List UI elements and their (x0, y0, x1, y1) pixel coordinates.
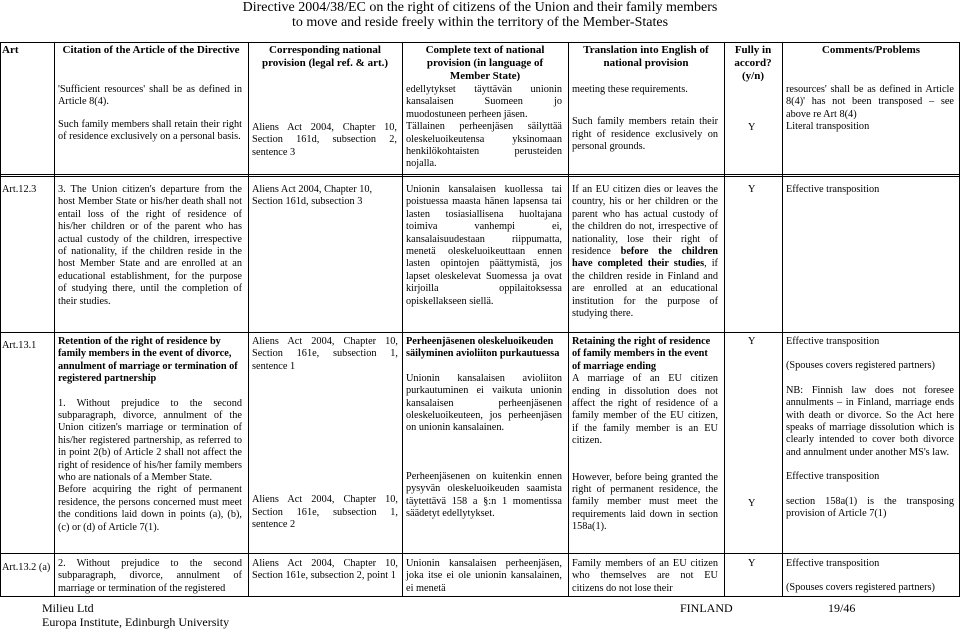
footer-left (42, 601, 229, 629)
column-divider (402, 42, 403, 597)
row1-translation (572, 184, 718, 320)
row2-art: Art.13.1 (2, 340, 37, 351)
header-art: Art (2, 44, 19, 56)
row0-translation (572, 84, 718, 154)
header-title-line-2: to move and reside freely within the territory of the Member-States (291, 15, 669, 30)
row2-translation (572, 336, 718, 534)
row2-corresponding-p2: Aliens Act 2004, Chapter 10, Section 161e, subsection 1, sentence 2 (252, 494, 398, 531)
row-divider (0, 332, 960, 333)
row2-complete-p1: Unionin kansalaisen avioliiton purkautuminen ei vaikuta unionin kansalaisen perheenjäsenen oleskeluoikeuteen, jos perheenjäsen on unionin kansalainen. (406, 372, 562, 434)
column-divider (248, 42, 249, 597)
row-divider (0, 176, 960, 177)
column-divider (724, 42, 725, 597)
footer-org-2: Europa Institute, Edinburgh University (42, 615, 230, 629)
row3-comments-2: (Spouses covers registered partners) (786, 582, 935, 594)
row0-complete-p1: edellytykset täyttävän unionin kansalaisen Suomeen jo muodostuneen perheen jäsen. (406, 84, 562, 120)
table-border-bottom (0, 596, 960, 597)
row3-art: Art.13.2 (a) (2, 562, 51, 573)
row2-complete-title: Perheenjäsenen oleskeluoikeuden säilyminen avioliiton purkautuessa (406, 336, 560, 360)
row0-comments (786, 84, 954, 134)
row2-comments (786, 336, 954, 520)
row-divider (0, 174, 960, 175)
row0-fully: Y (748, 122, 756, 133)
table-border-left (0, 42, 1, 597)
row0-complete (406, 84, 562, 171)
row2-corresponding-p1: Aliens Act 2004, Chapter 10, Section 161e, subsection 1, sentence 1 (252, 336, 398, 372)
header-citation: Citation of the Article of the Directive (62, 44, 240, 56)
row3-comments-1: Effective transposition (786, 558, 880, 569)
row-divider (0, 553, 960, 554)
row0-comments-p2: Literal transposition (786, 121, 870, 133)
row0-corresponding: Aliens Act 2004, Chapter 10, Section 161d, subsection 2, sentence 3 (252, 122, 397, 158)
row0-translation-p1: meeting these requirements. (572, 84, 688, 95)
footer-org-1: Milieu Ltd (42, 601, 94, 615)
row3-translation: Family members of an EU citizen who themselves are not EU citizens do not lose their (572, 558, 718, 594)
row2-citation-p2: Before acquiring the right of permanent residence, the persons concerned must meet the conditions laid down in points (a), (b), (c) or (d) of Article 7(1). (58, 484, 242, 533)
row2-comments-2: (Spouses covers registered partners) (786, 360, 935, 372)
row2-fully-2: Y (748, 498, 756, 509)
row1-translation-part-a: If an EU citizen dies or leaves the country, his or her children or the parent who has actual custody of the children do not, irrespective of nationality, lose their right of residence (572, 184, 718, 258)
row3-fully: Y (748, 558, 756, 569)
row0-citation-p1: 'Sufficient resources' shall be as defined in Article 8(4). (58, 84, 242, 108)
row2-translation-p2: However, before being granted the right of permanent residence, the family member must meet the requirements laid down in section 158a(1). (572, 471, 718, 533)
header-translation: Translation into English of national provision (583, 44, 709, 69)
row1-citation: 3. The Union citizen's departure from the host Member State or his/her death shall not entail loss of the right of residence of his/her children or of the parent who has actual custody of the children, irrespective of nationality, if the children reside in the host Member State and are enrolled at an educational establishment, for the purpose of studying there, until the completion of their studies. (58, 184, 242, 307)
table-border-top (0, 42, 960, 43)
row2-citation (58, 336, 242, 534)
row0-citation-p2: Such family members shall retain their right of residence exclusively on a personal basis. (58, 118, 242, 143)
row1-corresponding: Aliens Act 2004, Chapter 10, Section 161d, subsection 3 (252, 184, 373, 208)
row2-comments-4: Effective transposition (786, 471, 880, 483)
footer-country: FINLAND (680, 601, 733, 615)
row2-complete-p2: Perheenjäsenen on kuitenkin ennen pysyvän oleskeluoikeuden saamista täytettävä 158 a §:n 1 momentissa säädetyt edellytykset. (406, 470, 562, 520)
row1-fully: Y (748, 184, 756, 195)
row2-comments-1: Effective transposition (786, 336, 880, 347)
row1-complete: Unionin kansalaisen kuollessa tai poistuessa maasta hänen lapsensa tai lasten tosiasiallisena huoltajana toimiva vanhempi ei, kansalaisuudestaan riippumatta, menetä oleskeluoikeuttaan ennen lasten opintojen päättymistä, jos lapset oleskelevat Suomessa ja ovat kirjoilla oppilaitoksessa opiskellakseen siellä. (406, 184, 562, 307)
row0-comments-p1: resources' shall be as defined in Article 8(4)' has not been transposed – see above re Art 8(4) (786, 84, 954, 120)
row2-comments-5: section 158a(1) is the transposing provision of Article 7(1) (786, 495, 954, 520)
row3-complete: Unionin kansalaisen perheenjäsen, joka itse ei ole unionin kansalainen, ei menetä (406, 558, 562, 594)
header-complete-text: Complete text of national provision (in language of Member State) (425, 44, 545, 82)
row2-translation-p1: A marriage of an EU citizen ending in dissolution does not affect the right of residence of a family member of the EU citizen, if the family member is an EU citizen. (572, 373, 718, 447)
row3-citation: 2. Without prejudice to the second subparagraph, divorce, annulment of marriage or termination of the registered (58, 558, 242, 594)
document-header (0, 0, 960, 30)
row2-comments-3: NB: Finnish law does not foresee annulments – in Finland, marriage ends with death or divorce. So the Act here speaks of marriage dissolution which is clearly intended to cover both divorce and annulment under another MS's law. (786, 384, 954, 458)
row2-corresponding (252, 336, 398, 531)
row1-translation-part-b: before the children have completed their studies (572, 246, 718, 270)
row1-comments: Effective transposition (786, 184, 880, 195)
row2-translation-title: Retaining the right of residence of family members in the event of marriage ending (572, 336, 711, 372)
row3-comments (786, 558, 954, 595)
column-divider (568, 42, 569, 597)
row3-corresponding: Aliens Act 2004, Chapter 10, Section 161e, subsection 2, point 1 (252, 558, 398, 582)
footer-page-number: 19/46 (828, 601, 856, 615)
column-divider (782, 42, 783, 597)
row2-complete (406, 336, 562, 520)
column-divider (54, 42, 55, 597)
row1-art: Art.12.3 (2, 184, 37, 195)
header-title-line-1: Directive 2004/38/EC on the right of citizens of the Union and their family members (242, 0, 718, 15)
header-comments: Comments/Problems (821, 44, 921, 56)
row0-translation-p2: Such family members retain their right of residence exclusively on personal grounds. (572, 116, 718, 153)
header-fully-in-accord: Fully in accord? (y/n) (734, 44, 772, 82)
row2-fully-1: Y (748, 336, 756, 347)
row0-complete-p2: Tällainen perheenjäsen säilyttää oleskeluoikeutensa yksinomaan henkilökohtaisten perusteiden nojalla. (406, 121, 562, 170)
row2-citation-p1: 1. Without prejudice to the second subparagraph, divorce, annulment of the Union citizen's marriage or termination of his/her registered partnership, as referred to in point 2(b) of Article 2 shall not affect the right of residence of his/her family members who are nationals of a Member State. (58, 397, 242, 484)
transposition-table (0, 42, 960, 597)
row1-translation-part-c: , if the children reside in Finland and are enrolled at an educational institution for the purpose of studying there. (572, 258, 718, 320)
row0-citation (58, 84, 242, 144)
header-corresponding: Corresponding national provision (legal ref. & art.) (261, 44, 389, 69)
row2-citation-title: Retention of the right of residence by family members in the event of divorce, annulment of marriage or termination of registered partnership (58, 336, 238, 385)
